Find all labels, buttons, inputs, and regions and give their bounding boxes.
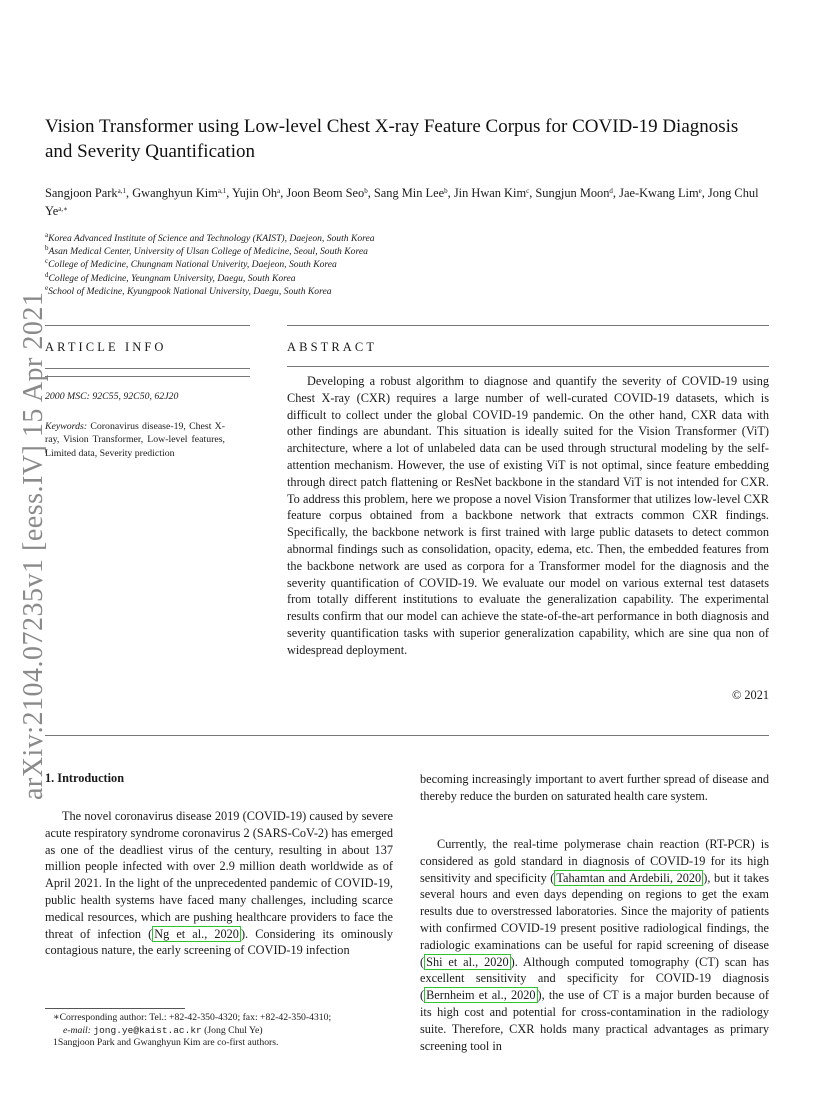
arxiv-stamp: arXiv:2104.07235v1 [eess.IV] 15 Apr 2021 (18, 291, 49, 800)
affiliation: $^e$School of Medicine, Kyungpook National University, Daegu, South Korea (45, 283, 332, 297)
corresponding-author-note: ∗Corresponding author: Tel.: +82-42-350-4320; fax: +82-42-350-4310; (53, 1012, 332, 1023)
divider (287, 366, 769, 367)
author: Jae-Kwang Lim$^e$, (619, 186, 708, 200)
email-note: e-mail: jong.ye@kaist.ac.kr (Jong Chul Ye) (63, 1024, 263, 1036)
footnote-rule (45, 1008, 185, 1009)
keywords-label: Keywords: (45, 421, 88, 432)
author: Sungjun Moon$^d$, (535, 186, 620, 200)
author: Jin Hwan Kim$^c$, (453, 186, 536, 200)
author: Sang Min Lee$^b$, (373, 186, 454, 200)
abstract-heading: ABSTRACT (287, 340, 378, 354)
author: Sangjoon Park$^{a,1}$, (45, 186, 133, 200)
section-heading-introduction: 1. Introduction (45, 771, 125, 785)
paragraph: Currently, the real-time polymerase chain reaction (RT-PCR) is considered as gold standard in diagnosis of COVID-19 for its high sensitivity and specificity ( Tahamtan and Ardebili, 2020 ), but it takes several hours and even days depending on regions to get the exam results due to overstressed laboratories. Since the majority of patients with confirmed COVID-19 present positive radiological findings, the radiologic examinations can be useful for rapid screening of disease ( Shi et al., 2020 ). Although computed tomography (CT) scan has excellent sensitivity and specificity for COVID-19 diagnosis ( Bernheim et al., 2020 ), the use of CT is a major burden because of its high cost and potential for cross-contamination in the radiology suite. Therefore, CXR holds many practical advantages as primary screening tool in (420, 837, 769, 1053)
footnotes (45, 1012, 393, 1050)
keywords (45, 420, 225, 460)
citation-link[interactable]: Bernheim et al., 2020 (426, 988, 536, 1003)
affiliation: $^b$Asan Medical Center, University of Ulsan College of Medicine, Seoul, South Korea (45, 244, 368, 258)
affiliation-list (45, 232, 545, 298)
author: Joon Beom Seo$^b$, (286, 186, 374, 200)
keywords-list: Coronavirus disease-19, Chest X-ray, Vision Transformer, Low-level features, Limited data, Severity prediction (45, 421, 226, 459)
divider (45, 368, 250, 369)
citation-link[interactable]: Tahamtan and Ardebili, 2020 (556, 870, 702, 885)
affiliation: $^d$College of Medicine, Yeungnam University, Daegu, South Korea (45, 270, 296, 284)
author: Jong Chul $Ye^{a,∗}$ (45, 186, 759, 218)
divider (45, 325, 250, 326)
citation-link[interactable]: Shi et al., 2020 (426, 954, 509, 969)
paragraph: becoming increasingly important to avert further spread of disease and thereby reduce the burden on saturated health care system. (420, 772, 769, 803)
copyright: © 2021 (731, 688, 769, 702)
author-list (45, 184, 770, 220)
article-info-heading: ARTICLE INFO (45, 340, 167, 354)
divider (45, 376, 250, 377)
affiliation: $^a$Korea Advanced Institute of Science and Technology (KAIST), Daejeon, South Korea (45, 231, 375, 244)
divider (45, 735, 769, 736)
paragraph: The novel coronavirus disease 2019 (COVID-19) caused by severe acute respiratory syndrome coronavirus 2 (SARS-CoV-2) has emerged as one of the deadliest virus of the century, resulting in about 137 million people infected with over 2.9 million death worldwide as of April 2021. In the light of the unprecedented pandemic of COVID-19, public health systems have faced many challenges, including scarce medical resources, which are pushing healthcare providers to face the threat of infection ( Ng et al., 2020 ). Considering its ominously contagious nature, the early screening of COVID-19 infection (45, 809, 393, 958)
msc-codes: 2000 MSC: 92C55, 92C50, 62J20 (45, 391, 179, 402)
author: Gwanghyun Kim$^{a,1}$, (132, 186, 232, 200)
paper-title: Vision Transformer using Low-level Chest X-ray Feature Corpus for COVID-19 Diagnosis and Severity Quantification (45, 116, 739, 162)
affiliation: $^c$College of Medicine, Chungnam National Univerity, Daejeon, South Korea (45, 257, 337, 271)
author: Yujin Oh$^a$, (232, 186, 287, 200)
abstract-body: Developing a robust algorithm to diagnose and quantify the severity of COVID-19 using Chest X-ray (CXR) requires a large number of well-curated COVID-19 datasets, which is difficult to collect under the global COVID-19 pandemic. On the other hand, CXR data with other findings are abundant. This situation is ideally suited for the Vision Transformer (ViT) architecture, where a lot of unlabeled data can be used through structural modeling by the self-attention mechanism. However, the use of existing ViT is not optimal, since feature embedding through direct patch flattening or ResNet backbone in the standard ViT is not intended for CXR. To address this problem, here we propose a novel Vision Transformer that utilizes low-level CXR feature corpus obtained from a backbone network that extracts common CXR findings. Specifically, the backbone network is first trained with large public datasets to detect common abnormal findings such as consolidation, opacity, edema, etc. Then, the embedded features from the backbone network are used as corpora for a Transformer model for the diagnosis and the severity quantification of COVID-19. We evaluate our model on various external test datasets from totally different institutions to evaluate the generalization capability. The experimental results confirm that our model can achieve the state-of-the-art performance in both diagnosis and severity quantification tasks with superior generalization capability, which are sine qua non of widespread deployment. (287, 374, 769, 657)
cofirst-note: 1Sangjoon Park and Gwanghyun Kim are co-first authors. (53, 1037, 279, 1049)
email-link[interactable]: jong.ye@kaist.ac.kr (93, 1024, 202, 1036)
citation-link[interactable]: Ng et al., 2020 (154, 926, 239, 941)
divider (287, 325, 769, 326)
